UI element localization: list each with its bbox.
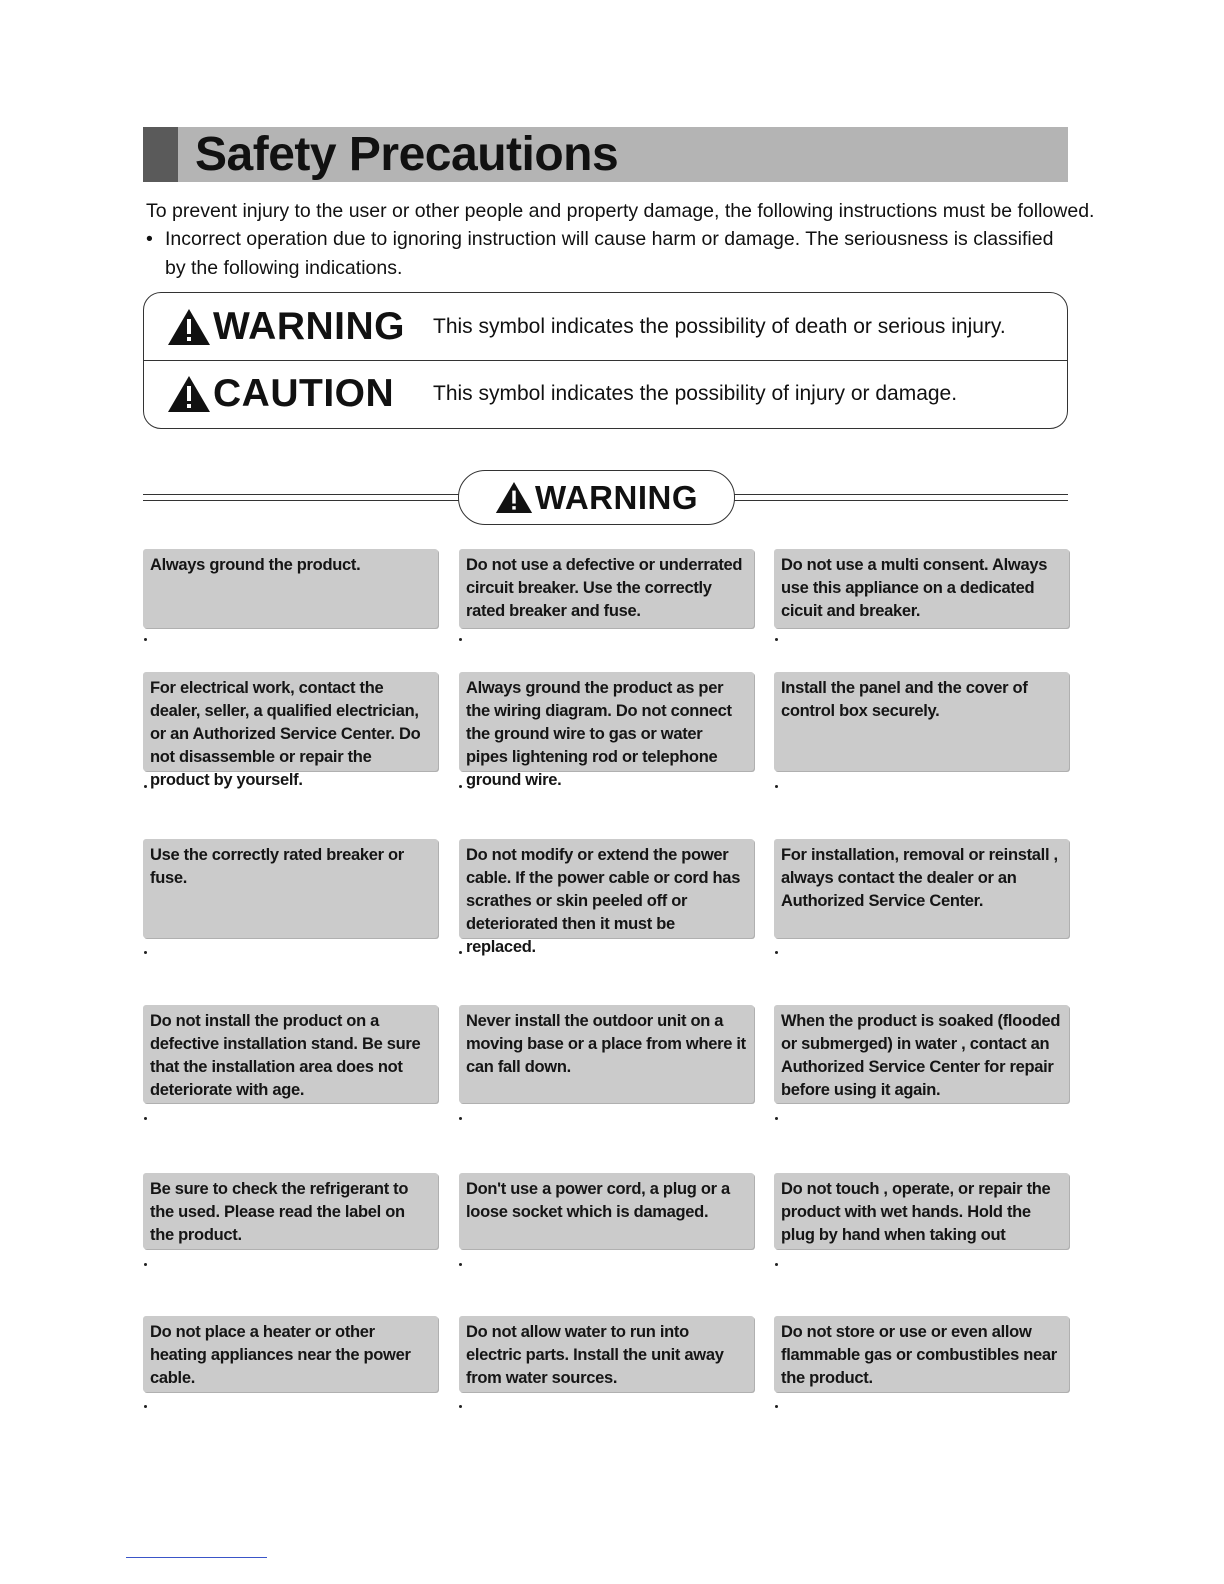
header-rule-left xyxy=(143,494,459,501)
warning-label xyxy=(167,303,405,351)
footer-line xyxy=(126,1557,267,1558)
marker-dot xyxy=(459,1263,462,1266)
severity-legend xyxy=(143,292,1068,429)
warning-card-text: For electrical work, contact the dealer, seller, a qualified electrician, or an Authorized Service Center. Do not disassemble or repair the product by yourself. xyxy=(150,679,421,789)
warning-card xyxy=(143,672,438,789)
warning-card xyxy=(459,1316,754,1392)
warning-card-text: For installation, removal or reinstall , always contact the dealer or an Authorized Service Center. xyxy=(781,846,1058,910)
warning-card xyxy=(459,672,754,789)
marker-dot xyxy=(459,1405,462,1408)
marker-dot xyxy=(144,951,147,954)
marker-dot xyxy=(144,1405,147,1408)
marker-dot xyxy=(775,951,778,954)
warning-label-text: WARNING xyxy=(213,305,405,348)
warning-card-text: Do not install the product on a defective installation stand. Be sure that the installation area does not deteriorate with age. xyxy=(150,1012,421,1099)
header-rule-right xyxy=(733,494,1068,501)
warning-card xyxy=(143,549,438,628)
marker-dot xyxy=(144,638,147,641)
warning-card-text: Do not place a heater or other heating appliances near the power cable. xyxy=(150,1323,411,1387)
warning-card-text: Do not use a defective or underrated circuit breaker. Use the correctly rated breaker and fuse. xyxy=(466,556,743,620)
marker-dot xyxy=(144,1263,147,1266)
marker-dot xyxy=(775,638,778,641)
warning-card xyxy=(459,1005,754,1103)
warning-card xyxy=(774,1173,1069,1249)
warning-card-text: Do not store or use or even allow flammable gas or combustibles near the product. xyxy=(781,1323,1057,1387)
intro-bullet xyxy=(146,225,1060,283)
warning-card-text: Use the correctly rated breaker or fuse. xyxy=(150,846,404,887)
warning-triangle-icon xyxy=(167,308,211,346)
marker-dot xyxy=(775,1405,778,1408)
marker-dot xyxy=(144,785,147,788)
warning-card xyxy=(143,1173,438,1249)
marker-dot xyxy=(459,785,462,788)
warning-card xyxy=(459,1173,754,1249)
warning-card xyxy=(774,672,1069,771)
warning-card xyxy=(459,839,754,956)
caution-label xyxy=(167,370,394,418)
bullet-icon: • xyxy=(146,228,153,250)
intro-line: To prevent injury to the user or other people and property damage, the following instructions must be followed. xyxy=(146,200,1095,222)
warning-card xyxy=(774,1316,1069,1392)
warning-description: This symbol indicates the possibility of death or serious injury. xyxy=(433,315,1006,338)
caution-triangle-icon xyxy=(167,375,211,413)
warning-card xyxy=(143,1005,438,1103)
warning-card xyxy=(774,1005,1069,1103)
warning-card-text: Do not modify or extend the power cable. If the power cable or cord has scrathes or skin peeled off or deteriorated then it must be replaced. xyxy=(466,846,741,956)
warning-card xyxy=(774,549,1069,628)
marker-dot xyxy=(144,1117,147,1120)
caution-description: This symbol indicates the possibility of injury or damage. xyxy=(433,382,958,405)
intro xyxy=(146,198,1095,283)
legend-row-caution xyxy=(144,360,1067,427)
warning-card xyxy=(143,1316,438,1392)
warning-card-text: Do not use a multi consent. Always use this appliance on a dedicated cicuit and breaker. xyxy=(781,556,1048,620)
warning-card-text: Do not allow water to run into electric parts. Install the unit away from water sources. xyxy=(466,1323,724,1387)
warning-card xyxy=(459,549,754,628)
warning-card xyxy=(774,839,1069,938)
warning-card-text: Always ground the product. xyxy=(150,556,361,574)
marker-dot xyxy=(459,1117,462,1120)
title-bar xyxy=(143,127,1068,182)
warning-card-text: Install the panel and the cover of control box securely. xyxy=(781,679,1028,720)
marker-dot xyxy=(775,1263,778,1266)
warning-pill-text: WARNING xyxy=(535,478,698,516)
warning-card-text: Never install the outdoor unit on a moving base or a place from where it can fall down. xyxy=(466,1012,746,1076)
warning-section-header xyxy=(143,470,1068,525)
title-accent-block xyxy=(143,127,178,182)
warning-pill xyxy=(458,470,735,525)
intro-bullet-text: Incorrect operation due to ignoring instruction will cause harm or damage. The seriousness is classified by the following indications. xyxy=(165,228,1054,279)
warning-card-text: Always ground the product as per the wiring diagram. Do not connect the ground wire to gas or water pipes lightening rod or telephone ground wire. xyxy=(466,679,732,789)
marker-dot xyxy=(459,951,462,954)
warning-card-text: Do not touch , operate, or repair the product with wet hands. Hold the plug by hand when taking out xyxy=(781,1180,1051,1244)
marker-dot xyxy=(775,1117,778,1120)
warning-triangle-icon xyxy=(495,481,533,514)
page-title: Safety Precautions xyxy=(195,128,619,181)
marker-dot xyxy=(775,785,778,788)
warning-card-text: Don't use a power cord, a plug or a loose socket which is damaged. xyxy=(466,1180,730,1221)
warning-card-text: When the product is soaked (flooded or submerged) in water , contact an Authorized Service Center for repair before using it again. xyxy=(781,1012,1061,1099)
caution-label-text: CAUTION xyxy=(213,372,395,415)
warning-card xyxy=(143,839,438,938)
marker-dot xyxy=(459,638,462,641)
legend-row-warning xyxy=(144,293,1067,360)
warning-card-text: Be sure to check the refrigerant to the used. Please read the label on the product. xyxy=(150,1180,409,1244)
